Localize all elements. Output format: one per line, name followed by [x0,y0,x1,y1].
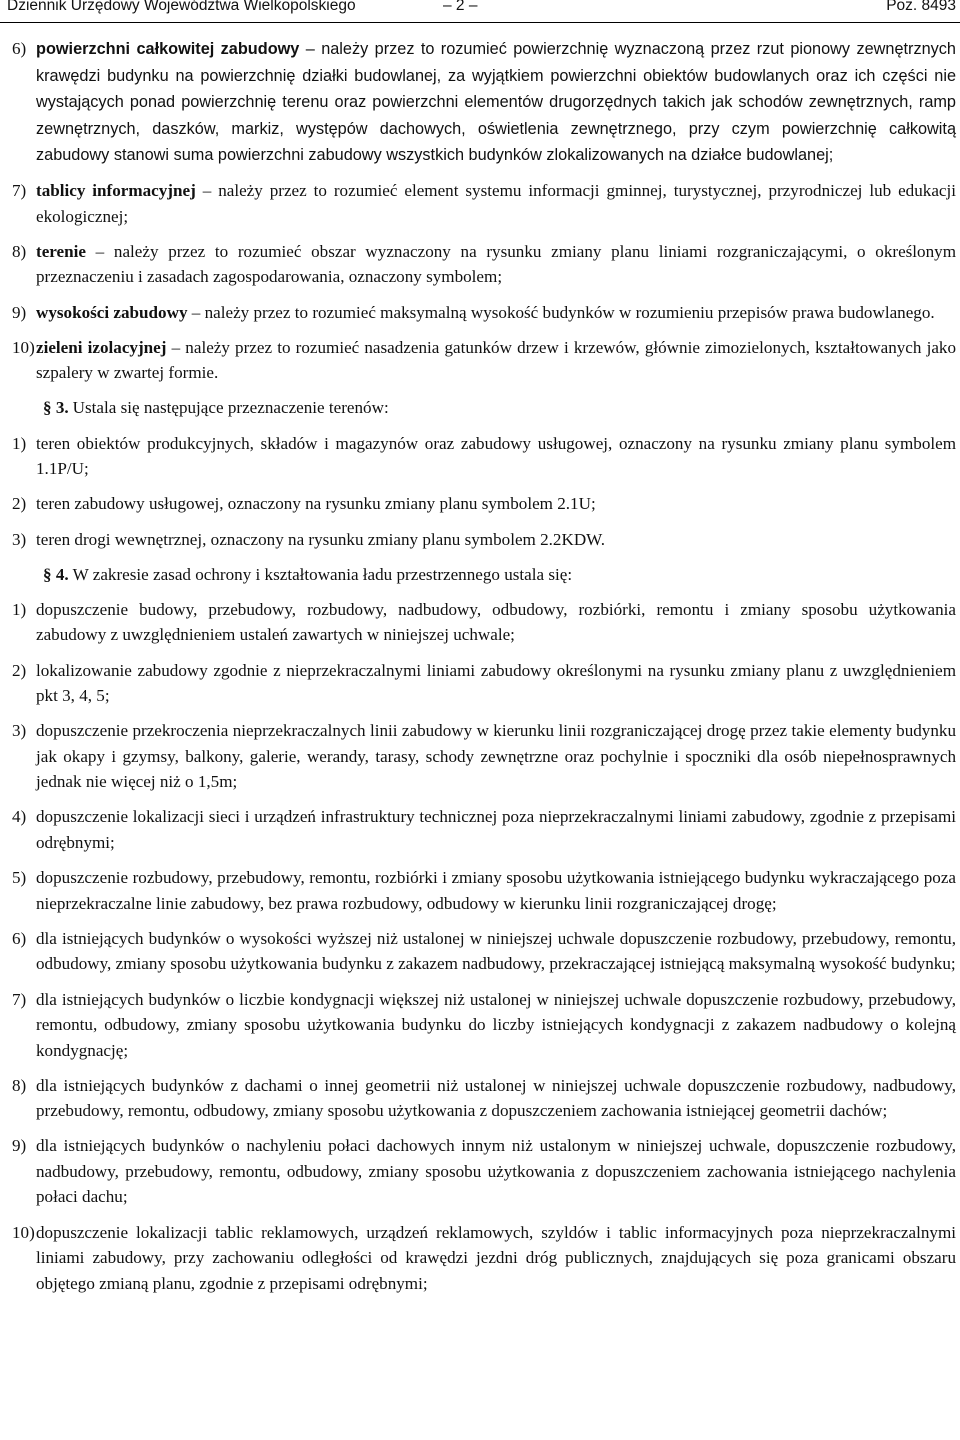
item-text: dopuszczenie budowy, przebudowy, rozbudowy, nadbudowy, odbudowy, rozbiórki, remontu i zmiany sposobu użytkowania zabudowy z uwzględnieniem ustaleń zawartych w niniejszej uchwale; [36,599,956,645]
position-number: Poz. 8493 [886,0,956,14]
item-text: dla istniejących budynków z dachami o innej geometrii niż ustalonej w niniejszej uchwale dopuszczenie rozbudowy, nadbudowy, przebudowy, remontu, odbudowy, zmiany sposobu użytkowania z dopuszczeniem zachowania istniejącej geometrii dachów; [36,1075,956,1121]
item-number: 10) [12,337,35,357]
rule-item [12,804,956,855]
item-number: 2) [12,660,27,680]
item-number: 8) [12,241,27,261]
journal-title: Dziennik Urzędowy Województwa Wielkopolskiego [7,0,356,14]
section-intro: W zakresie zasad ochrony i kształtowania ładu przestrzennego ustala się: [72,564,573,584]
land-use-item [12,431,956,482]
rule-item [12,658,956,709]
page-number: – 2 – [443,0,478,14]
item-text: dla istniejących budynków o liczbie kondygnacji większej niż ustalonej w niniejszej uchwale dopuszczenie rozbudowy, przebudowy, remontu, odbudowy, zmiany sposobu użytkowania budynku do liczby istniejących kondygnacji z zakazem nadbudowy o kolejną kondygnację; [36,989,956,1060]
item-number: 4) [12,807,27,827]
item-text: dopuszczenie lokalizacji sieci i urządzeń infrastruktury technicznej poza nieprzekraczalnymi liniami zabudowy, zgodnie z przepisami odrębnymi; [36,807,956,852]
section-4-heading [12,562,956,588]
item-text: dla istniejących budynków o nachyleniu połaci dachowych innym niż ustalonym w niniejszej uchwale, dopuszczenie rozbudowy, nadbudowy, przebudowy, remontu, odbudowy, zmiany sposobu użytkowania z dopuszczeniem zachowania istniejącego nachylenia połaci dachu; [36,1136,956,1207]
item-number: 7) [12,989,27,1009]
definition-text: – należy przez to rozumieć powierzchnię wyznaczoną przez rzut pionowy zewnętrznych krawędzi budynku na powierzchnię działki budowlanej, za wyjątkiem powierzchni obiektów budowlanych oraz ich części nie wystających ponad powierzchnię terenu oraz powierzchni elementów drugorzędnych takich jak schodów zewnętrznych, ramp zewnętrznych, daszków, markiz, występów dachowych, oświetlenia zewnętrznego, przy czym powierzchnię całkowitą zabudowy stanowi suma powierzchni zabudowy wszystkich budynków zlokalizowanych na działce budowlanej; [36,40,956,164]
definition-term: powierzchni całkowitej zabudowy [36,40,300,58]
item-number: 2) [12,494,27,514]
rule-item [12,1220,956,1297]
section-mark: § 4. [43,564,69,584]
item-number: 8) [12,1075,27,1095]
item-number: 6) [12,928,27,948]
definition-item [12,239,956,290]
definition-text: – należy przez to rozumieć obszar wyznaczony na rysunku zmiany planu liniami rozgraniczającymi, o określonym przeznaczeniu i zasadach zagospodarowania, oznaczony symbolem; [36,241,956,287]
section-3-heading [12,395,956,421]
rule-item [12,1073,956,1124]
rule-item [12,865,956,916]
item-text: teren zabudowy usługowej, oznaczony na rysunku zmiany planu symbolem 2.1U; [36,494,596,514]
item-number: 3) [12,529,27,549]
item-number: 3) [12,721,27,741]
item-number: 9) [12,1136,27,1156]
section-mark: § 3. [43,398,69,418]
item-text: lokalizowanie zabudowy zgodnie z nieprzekraczalnymi liniami zabudowy określonymi na rysunku zmiany planu z uwzględnieniem pkt 3, 4, 5; [36,660,956,706]
definition-term: tablicy informacyjnej [36,181,196,201]
rule-item [12,1133,956,1210]
definition-term: wysokości zabudowy [36,302,188,322]
item-number: 10) [12,1222,35,1242]
rule-item [12,987,956,1064]
item-text: teren drogi wewnętrznej, oznaczony na rysunku zmiany planu symbolem 2.2KDW. [36,529,606,549]
item-number: 7) [12,181,27,201]
rule-item [12,597,956,648]
section-intro: Ustala się następujące przeznaczenie terenów: [72,398,389,418]
definition-term: terenie [36,241,86,261]
definition-item [12,178,956,229]
page-header [0,0,960,23]
item-number: 6) [12,39,27,58]
definition-item [12,300,956,326]
land-use-item [12,527,956,553]
land-use-item [12,491,956,517]
item-text: teren obiektów produkcyjnych, składów i magazynów oraz zabudowy usługowej, oznaczony na rysunku zmiany planu symbolem 1.1P/U; [36,433,956,479]
rule-item [12,926,956,977]
item-number: 9) [12,302,27,322]
item-text: dla istniejących budynków o wysokości wyższej niż ustalonej w niniejszej uchwale dopuszczenie rozbudowy, przebudowy, remontu, odbudowy, zmiany sposobu użytkowania budynku z zakazem nadbudowy, przekraczającej istniejącą maksymalną wysokość budynku; [36,928,956,974]
definition-text: – należy przez to rozumieć maksymalną wysokość budynków w rozumieniu przepisów prawa budowlanego. [187,302,935,322]
definition-text: – należy przez to rozumieć nasadzenia gatunków drzew i krzewów, głównie zimozielonych, kształtowanych jako szpalery w zwartej formie. [36,337,956,383]
definition-item [12,36,956,169]
item-number: 1) [12,599,27,619]
item-number: 5) [12,868,27,888]
item-text: dopuszczenie lokalizacji tablic reklamowych, urządzeń reklamowych, szyldów i tablic informacyjnych poza nieprzekraczalnymi liniami zabudowy, przy zachowaniu odległości od krawędzi jezdni dróg publicznych, znajdujących się poza granicami obszaru objętego zmianą planu, zgodnie z przepisami odrębnymi; [36,1222,956,1293]
item-number: 1) [12,433,27,453]
definition-item [12,335,956,386]
definition-term: zieleni izolacyjnej [36,337,167,357]
item-text: dopuszczenie przekroczenia nieprzekraczalnych linii zabudowy w kierunku linii rozgraniczającej drogę przez takie elementy budynku jak okapy i gzymsy, balkony, galerie, werandy, tarasy, schody zewnętrzne oraz pochylnie i spoczniki dla osób niepełnosprawnych jednak nie więcej niż o 1,5m; [36,721,956,792]
item-text: dopuszczenie rozbudowy, przebudowy, remontu, rozbiórki i zmiany sposobu użytkowania istniejącego budynku wykraczającego poza nieprzekraczalne linie zabudowy, bez prawa rozbudowy, odbudowy w kierunku linii rozgraniczającej drogę; [36,868,956,913]
document-body [12,36,956,1296]
rule-item [12,718,956,795]
definition-text: – należy przez to rozumieć element systemu informacji gminnej, turystycznej, przyrodniczej lub edukacji ekologicznej; [36,181,956,226]
